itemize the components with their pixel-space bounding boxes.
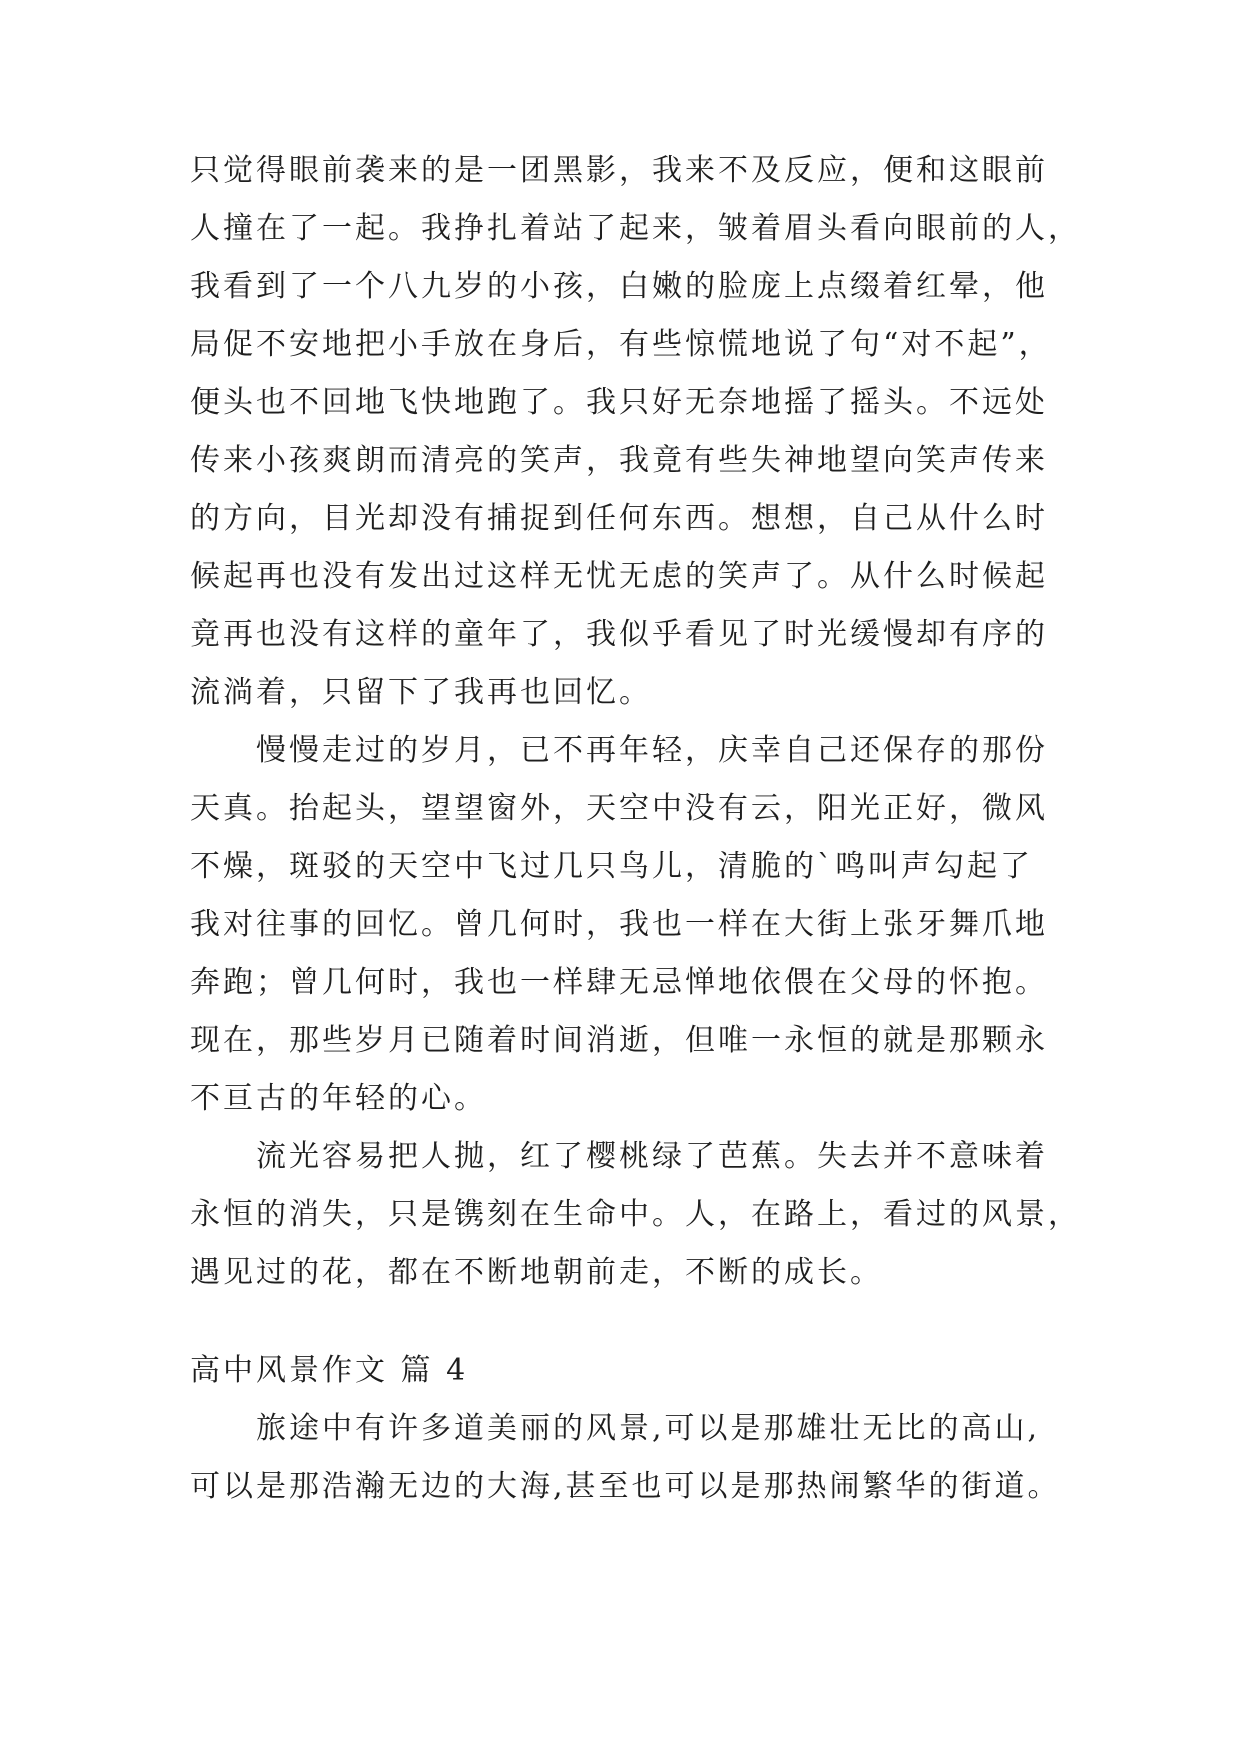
text-line: 不亘古的年轻的心。 xyxy=(190,1081,487,1116)
text-line: 可以是那浩瀚无边的大海,甚至也可以是那热闹繁华的街道。 xyxy=(190,1469,1061,1504)
text-line: 奔跑；曾几何时，我也一样肆无忌惮地依偎在父母的怀抱。 xyxy=(190,965,1048,1000)
text-line: 不燥，斑驳的天空中飞过几只鸟儿，清脆的`鸣叫声勾起了 xyxy=(190,849,1033,884)
text-line: 流淌着，只留下了我再也回忆。 xyxy=(190,675,652,710)
body-text xyxy=(190,142,1081,1516)
paragraph-2 xyxy=(190,722,1060,1128)
text-line: 只觉得眼前袭来的是一团黑影，我来不及反应，便和这眼前 xyxy=(190,153,1048,188)
text-line: 人撞在了一起。我挣扎着站了起来，皱着眉头看向眼前的人， xyxy=(190,211,1081,246)
section-heading: 高中风景作文 篇 4 xyxy=(190,1353,469,1388)
text-line: 传来小孩爽朗而清亮的笑声，我竟有些失神地望向笑声传来 xyxy=(190,443,1048,478)
paragraph-3 xyxy=(190,1128,1081,1302)
text-line: 局促不安地把小手放在身后，有些惊慌地说了句“对不起”， xyxy=(190,327,1052,362)
text-line: 永恒的消失，只是镌刻在生命中。人，在路上，看过的风景， xyxy=(190,1197,1081,1232)
paragraph-4 xyxy=(190,1400,1060,1516)
paragraph-1 xyxy=(190,142,1081,722)
text-line: 候起再也没有发出过这样无忧无虑的笑声了。从什么时候起 xyxy=(190,559,1048,594)
text-line: 便头也不回地飞快地跑了。我只好无奈地摇了摇头。不远处 xyxy=(190,385,1048,420)
text-line: 遇见过的花，都在不断地朝前走，不断的成长。 xyxy=(190,1255,883,1290)
text-line: 现在，那些岁月已随着时间消逝，但唯一永恒的就是那颗永 xyxy=(190,1023,1048,1058)
text-line: 流光容易把人抛，红了樱桃绿了芭蕉。失去并不意味着 xyxy=(256,1139,1048,1174)
section-gap xyxy=(190,1302,1060,1342)
text-line: 我看到了一个八九岁的小孩，白嫩的脸庞上点缀着红晕，他 xyxy=(190,269,1048,304)
text-line: 我对往事的回忆。曾几何时，我也一样在大街上张牙舞爪地 xyxy=(190,907,1048,942)
text-line: 旅途中有许多道美丽的风景,可以是那雄壮无比的高山, xyxy=(256,1411,1041,1446)
text-line: 的方向，目光却没有捕捉到任何东西。想想，自己从什么时 xyxy=(190,501,1048,536)
text-line: 慢慢走过的岁月，已不再年轻，庆幸自己还保存的那份 xyxy=(256,733,1048,768)
text-line: 竟再也没有这样的童年了，我似乎看见了时光缓慢却有序的 xyxy=(190,617,1048,652)
text-line: 天真。抬起头，望望窗外，天空中没有云，阳光正好，微风 xyxy=(190,791,1048,826)
